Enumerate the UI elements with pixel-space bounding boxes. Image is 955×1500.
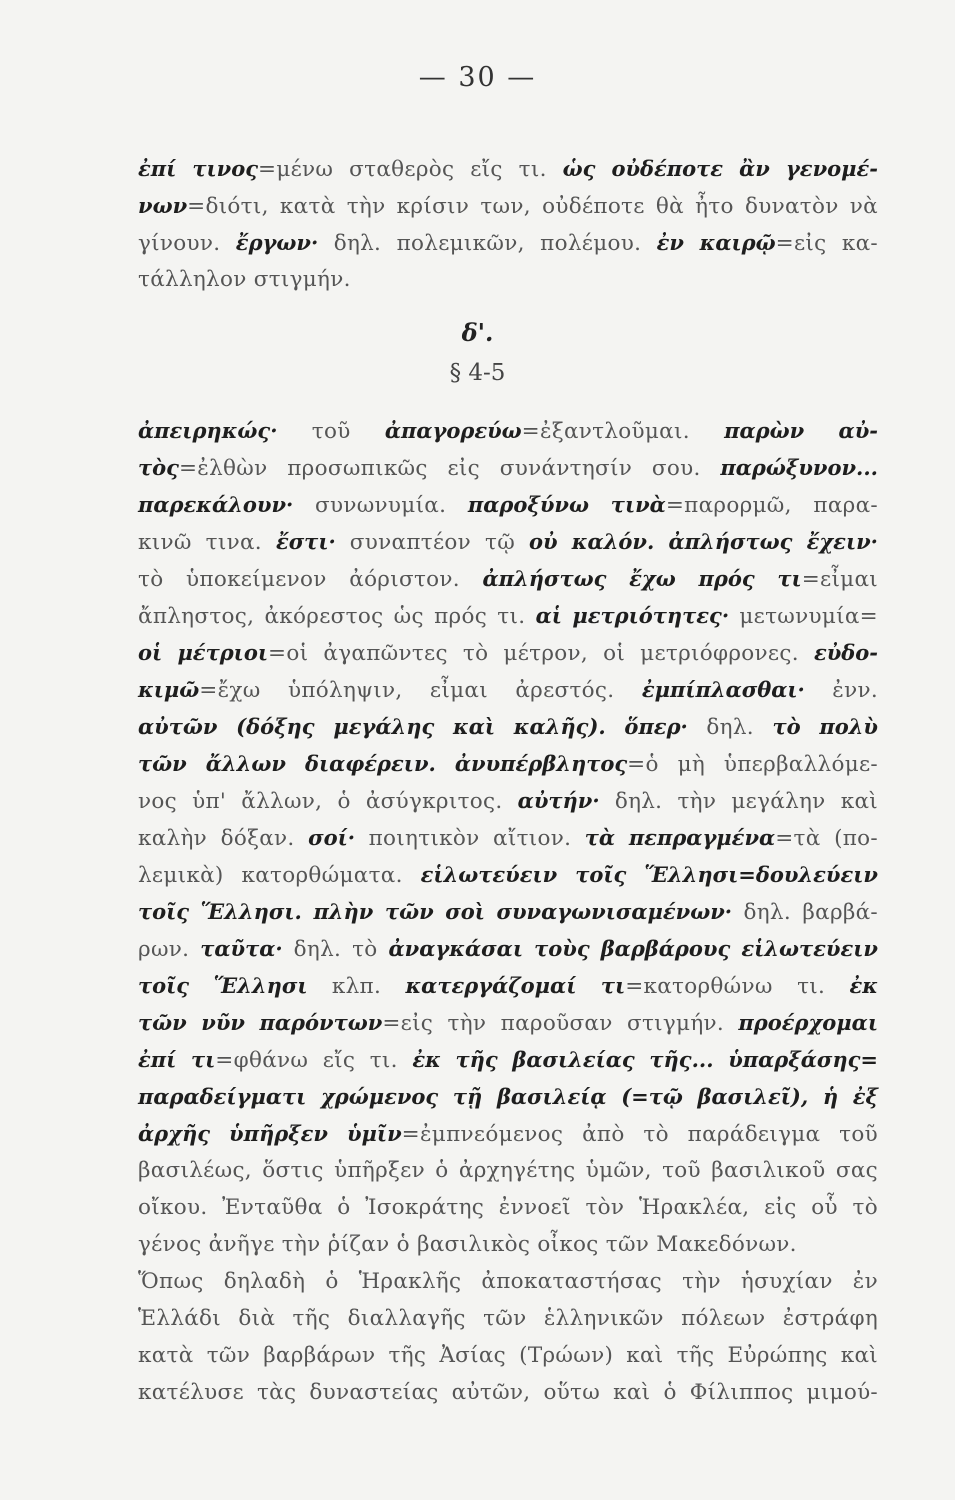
gloss-text: =μένω σταθερὸς εἴς τι.	[258, 157, 563, 182]
gloss-text: ἐνν.	[804, 678, 878, 703]
lemma-text: τῶν νῦν παρόντων	[138, 1010, 383, 1035]
gloss-text: νος ὑπ' ἄλλων, ὁ ἀσύγκριτος.	[138, 789, 518, 814]
gloss-text: =ὁ μὴ ὑπερβαλλόμε-	[627, 752, 878, 777]
text-line	[138, 1337, 878, 1374]
gloss-text: τάλληλον στιγμήν.	[138, 267, 351, 292]
gloss-text: =κατορθώνω τι.	[625, 974, 850, 999]
lemma-text: αἱ μετριότητες·	[535, 603, 730, 628]
gloss-text: λεμικὰ) κατορθώματα.	[138, 863, 421, 888]
lemma-text: κατεργάζομαί τι	[405, 973, 626, 998]
gloss-text: =παρορμῶ, παρα-	[665, 493, 878, 518]
gloss-text: =εἰς τὴν παροῦσαν στιγμήν.	[382, 1011, 739, 1036]
text-line	[138, 930, 878, 967]
gloss-text: κατέλυσε τὰς δυναστείας αὐτῶν, οὕτω καὶ ὁ Φίλιππος μιμού-	[138, 1380, 878, 1405]
gloss-text: ἄπληστος, ἀκόρεστος ὡς πρός τι.	[138, 604, 536, 629]
gloss-text: =εἰς κα-	[775, 231, 878, 256]
text-line	[138, 449, 878, 486]
text-line	[138, 671, 878, 708]
text-line	[138, 597, 878, 634]
lemma-text: κιμῶ	[138, 677, 200, 702]
text-line	[138, 187, 878, 224]
gloss-text: =ἐξαντλοῦμαι.	[521, 419, 725, 444]
commentary-block-1	[138, 150, 878, 298]
gloss-text: γίνουν.	[138, 231, 236, 256]
lemma-text: ταῦτα·	[200, 936, 283, 961]
gloss-text: =εἶμαι	[801, 567, 878, 592]
gloss-text: βασιλέως, ὅστις ὑπῆρξεν ὁ ἀρχηγέτης ὑμῶν, τοῦ βασιλικοῦ σας	[138, 1158, 878, 1183]
gloss-text: οἴκου. Ἐνταῦθα ὁ Ἰσοκράτης ἐννοεῖ τὸν Ἡρακλέα, εἰς οὗ τὸ	[138, 1195, 878, 1220]
lemma-text: παρεκάλουν·	[138, 492, 294, 517]
lemma-text: ἔστι·	[275, 529, 336, 554]
lemma-text: ἀπειρηκώς·	[138, 418, 278, 443]
gloss-text: κινῶ τινα.	[138, 530, 276, 555]
gloss-text: καλὴν δόξαν.	[138, 826, 309, 851]
text-line	[138, 967, 878, 1004]
lemma-text: τὸ πολὺ	[772, 714, 878, 739]
gloss-text: τοῦ	[277, 419, 385, 444]
lemma-text: ἐν καιρῷ	[656, 230, 776, 255]
gloss-text: =οἱ ἀγαπῶντες τὸ μέτρον, οἱ μετριόφρονες.	[268, 641, 814, 666]
text-line	[138, 1152, 878, 1189]
lemma-text: ἐπί τινος	[138, 156, 259, 181]
lemma-text: ὡς οὐδέποτε ἂν γενομέ-	[562, 156, 878, 181]
text-line	[138, 1189, 878, 1226]
lemma-text: προέρχομαι	[738, 1010, 878, 1035]
gloss-text: δηλ.	[687, 715, 773, 740]
text-line	[138, 261, 878, 298]
section-paragraph-reference: § 4-5	[449, 360, 506, 386]
lemma-text: αὐτῶν (δόξης μεγάλης καὶ καλῆς). ὅπερ·	[138, 714, 688, 739]
lemma-text: παροξύνω τινὰ	[467, 492, 666, 517]
gloss-text: =τὰ (πο-	[775, 826, 878, 851]
lemma-text: ἀπλήστως ἔχω πρός τι	[482, 566, 802, 591]
text-line	[138, 634, 878, 671]
gloss-text: =διότι, κατὰ τὴν κρίσιν των, οὐδέποτε θὰ ἦτο δυνατὸν νὰ	[187, 194, 878, 219]
text-line	[138, 150, 878, 187]
lemma-text: ἐκ τῆς βασιλείας τῆς... ὑπαρξάσης=	[412, 1047, 879, 1072]
text-line	[138, 1115, 878, 1152]
text-line	[138, 523, 878, 560]
text-line	[138, 1078, 878, 1115]
lemma-text: αὐτήν·	[517, 788, 600, 813]
text-line	[138, 745, 878, 782]
lemma-text: ἀρχῆς ὑπῆρξεν ὑμῖν	[138, 1121, 402, 1146]
text-line	[138, 486, 878, 523]
text-line	[138, 1041, 878, 1078]
lemma-text: παρώξυνον...	[720, 455, 878, 480]
gloss-text: κλπ.	[307, 974, 406, 999]
lemma-text: νων	[138, 193, 188, 218]
page-number: — 30 —	[418, 62, 537, 93]
gloss-text: δηλ. τὸ	[282, 937, 389, 962]
gloss-text: ποιητικὸν αἴτιον.	[355, 826, 585, 851]
gloss-text: Ἑλλάδι διὰ τῆς διαλλαγῆς τῶν ἑλληνικῶν πόλεων ἐστράφη	[138, 1306, 878, 1331]
gloss-text: ρων.	[138, 937, 201, 962]
gloss-text: κατὰ τῶν βαρβάρων τῆς Ἀσίας (Τρώων) καὶ τῆς Εὐρώπης καὶ	[138, 1343, 878, 1368]
text-line	[138, 412, 878, 449]
text-line	[138, 1263, 878, 1300]
text-line	[138, 1300, 878, 1337]
lemma-text: εἱλωτεύειν τοῖς Ἕλλησι=δουλεύειν	[420, 862, 878, 887]
section-heading-delta: δ'.	[461, 318, 494, 347]
gloss-text: =ἐμπνεόμενος ἀπὸ τὸ παράδειγμα τοῦ	[401, 1122, 878, 1147]
gloss-text: Ὅπως δηλαδὴ ὁ Ἡρακλῆς ἀποκαταστήσας τὴν ἡσυχίαν ἐν	[138, 1269, 878, 1294]
lemma-text: ἀναγκάσαι τοὺς βαρβάρους εἱλωτεύειν	[388, 936, 878, 961]
lemma-text: τοῖς Ἕλλησι. πλὴν τῶν σοὶ συναγωνισαμένων·	[138, 899, 733, 924]
gloss-text: =ἐλθὼν προσωπικῶς εἰς συνάντησίν σου.	[178, 456, 721, 481]
gloss-text: =ἔχω ὑπόληψιν, εἶμαι ἀρεστός.	[199, 678, 642, 703]
lemma-text: παρὼν αὐ-	[724, 418, 878, 443]
text-line	[138, 1226, 878, 1263]
gloss-text: συναπτέον τῷ	[335, 530, 530, 555]
text-line	[138, 560, 878, 597]
gloss-text: συνωνυμία.	[293, 493, 468, 518]
text-line	[138, 782, 878, 819]
lemma-text: τῶν ἄλλων διαφέρειν. ἀνυπέρβλητος	[138, 751, 628, 776]
text-line	[138, 1004, 878, 1041]
lemma-text: εὐδο-	[813, 640, 879, 665]
lemma-text: ἔργων·	[235, 230, 319, 255]
text-line	[138, 708, 878, 745]
lemma-text: ἐκ	[849, 973, 878, 998]
lemma-text: παραδείγματι χρώμενος τῇ βασιλείᾳ (=τῷ βασιλεῖ), ἡ ἐξ	[138, 1084, 878, 1109]
text-line	[138, 224, 878, 261]
text-line	[138, 856, 878, 893]
gloss-text: =φθάνω εἴς τι.	[215, 1048, 413, 1073]
commentary-block-2	[138, 412, 878, 1411]
gloss-text: γένος ἀνῆγε τὴν ῥίζαν ὁ βασιλικὸς οἶκος τῶν Μακεδόνων.	[138, 1232, 797, 1257]
lemma-text: ἀπαγορεύω	[384, 418, 522, 443]
text-line	[138, 1374, 878, 1411]
gloss-text: τὸ ὑποκείμενον ἀόριστον.	[138, 567, 483, 592]
lemma-text: οὐ καλόν. ἀπλήστως ἔχειν·	[529, 529, 878, 554]
gloss-text: δηλ. τὴν μεγάλην καὶ	[599, 789, 878, 814]
text-line	[138, 893, 878, 930]
lemma-text: ἐπί τι	[138, 1047, 216, 1072]
gloss-text: δηλ. πολεμικῶν, πολέμου.	[318, 231, 657, 256]
lemma-text: τοῖς Ἕλλησι	[138, 973, 308, 998]
lemma-text: τὰ πεπραγμένα	[584, 825, 776, 850]
lemma-text: σοί·	[308, 825, 356, 850]
gloss-text: μετωνυμία=	[729, 604, 878, 629]
lemma-text: ἐμπίπλασθαι·	[641, 677, 805, 702]
text-line	[138, 819, 878, 856]
gloss-text: δηλ. βαρβά-	[732, 900, 878, 925]
lemma-text: οἱ μέτριοι	[138, 640, 269, 665]
lemma-text: τὸς	[138, 455, 179, 480]
